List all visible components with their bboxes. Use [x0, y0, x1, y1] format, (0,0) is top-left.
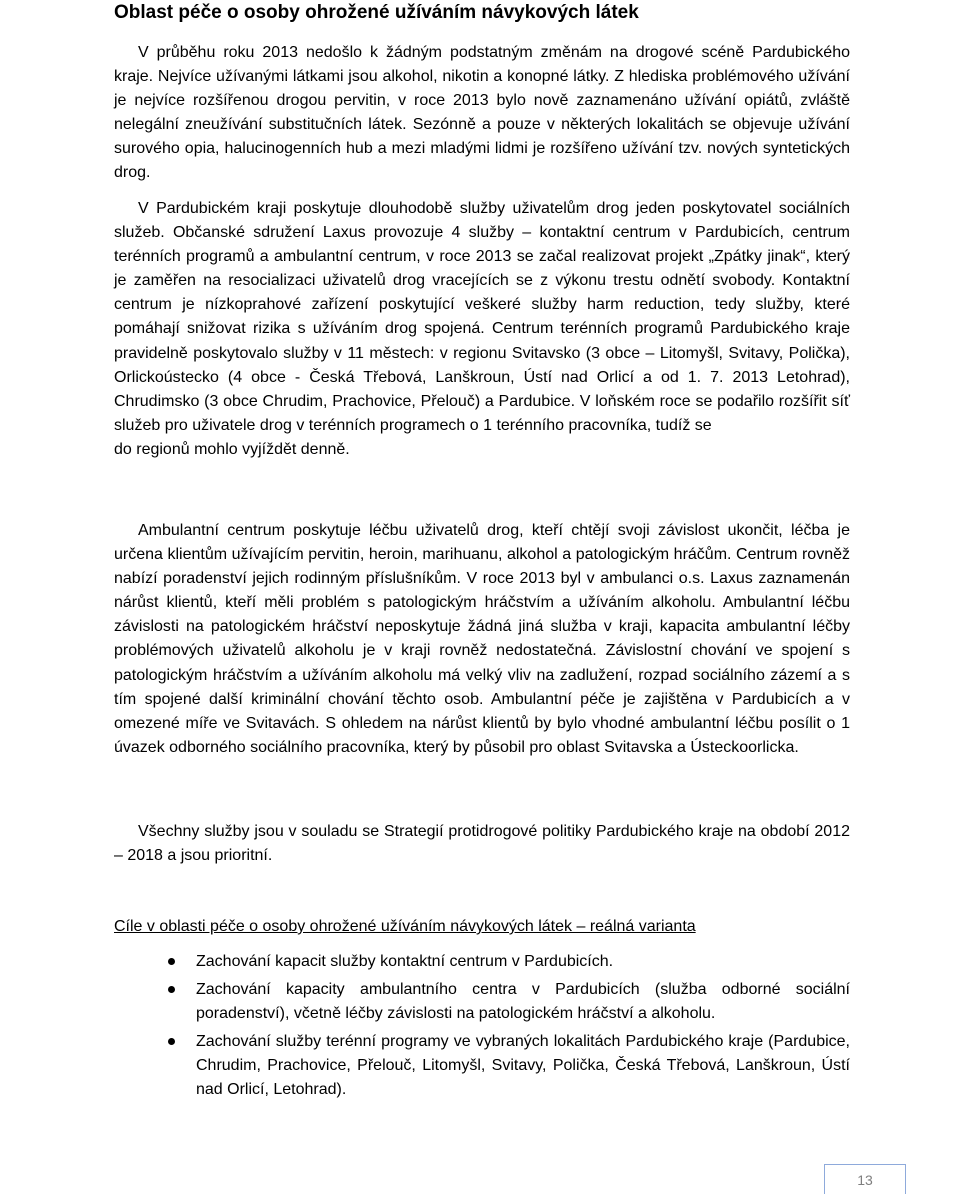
section-heading: Oblast péče o osoby ohrožené užíváním návykových látek	[114, 2, 639, 23]
list-item	[114, 978, 850, 1026]
paragraph-text: V Pardubickém kraji poskytuje dlouhodobě služby uživatelům drog jeden poskytovatel sociálních služeb. Občanské sdružení Laxus provozuje 4 služby – kontaktní centrum v Pardubicích, centrum terénních programů a ambulantní centrum, v roce 2013 se začal realizovat projekt „Zpátky jinak“, který je zaměřen na resocializaci uživatelů drog vracejících se z výkonu trestu odnětí svobody. Kontaktní centrum je nízkoprahové zařízení poskytující veškeré služby harm reduction, tedy služby, které pomáhají snižovat rizika s užíváním drog spojená. Centrum terénních programů Pardubického kraje pravidelně poskytovalo služby v 11 městech: v regionu Svitavsko (3 obce – Litomyšl, Svitavy, Polička), Orlickoústecko (4 obce - Česká Třebová, Lanškroun, Ústí nad Orlicí a od 1. 7. 2013 Letohrad), Chrudimsko (3 obce Chrudim, Prachovice, Přelouč) a Pardubice. V loňském roce se podařilo rozšířit síť služeb pro uživatele drog v terénních programech o 1 terénního pracovníka, tudíž se	[114, 200, 850, 434]
paragraph-strategy	[114, 820, 850, 868]
bullet-icon	[168, 958, 175, 965]
list-item	[114, 950, 850, 974]
goals-subheading: Cíle v oblasti péče o osoby ohrožené užíváním návykových látek – reálná varianta	[114, 918, 696, 935]
paragraph-services	[114, 197, 850, 462]
list-item-text: Zachování služby terénní programy ve vybraných lokalitách Pardubického kraje (Pardubice, Chrudim, Prachovice, Přelouč, Litomyšl, Svitavy, Polička, Česká Třebová, Lanškroun, Ústí nad Orlicí, Letohrad).	[196, 1033, 850, 1099]
list-item	[114, 1030, 850, 1102]
goals-list	[114, 950, 850, 1107]
bullet-icon	[168, 1038, 175, 1045]
paragraph-drug-scene	[114, 41, 850, 186]
paragraph-continuation: do regionů mohlo vyjíždět denně.	[114, 440, 350, 458]
paragraph-text: Všechny služby jsou v souladu se Strategií protidrogové politiky Pardubického kraje na období 2012 – 2018 a jsou prioritní.	[114, 823, 850, 865]
paragraph-ambulance	[114, 519, 850, 760]
page-number: 13	[824, 1164, 906, 1194]
list-item-text: Zachování kapacity ambulantního centra v Pardubicích (služba odborné sociální poradenství), včetně léčby závislosti na patologickém hráčství a alkoholu.	[196, 981, 850, 1023]
paragraph-text: V průběhu roku 2013 nedošlo k žádným podstatným změnám na drogové scéně Pardubického kraje. Nejvíce užívanými látkami jsou alkohol, nikotin a konopné látky. Z hlediska problémového užívání je nejvíce rozšířenou drogou pervitin, v roce 2013 bylo nově zaznamenáno užívání opiátů, zvláště nelegální zneužívání substitučních látek. Sezónně a pouze v některých lokalitách se objevuje užívání surového opia, halucinogenních hub a mezi mladými lidmi je rozšířeno užívání tzv. nových syntetických drog.	[114, 44, 850, 182]
bullet-icon	[168, 986, 175, 993]
paragraph-text: Ambulantní centrum poskytuje léčbu uživatelů drog, kteří chtějí svoji závislost ukončit, léčba je určena klientům užívajícím pervitin, heroin, marihuanu, alkohol a patologickým hráčům. Centrum rovněž nabízí poradenství jejich rodinným příslušníkům. V roce 2013 byl v ambulanci o.s. Laxus zaznamenán nárůst klientů, kteří měli problém s patologickým hráčstvím a užíváním alkoholu. Ambulantní léčbu závislosti na patologickém hráčství neposkytuje žádná jiná služba v kraji, kapacita ambulantní léčby problémových uživatelů alkoholu je v kraji rovněž nedostatečná. Závislostní chování ve spojení s patologickým hráčstvím a užíváním alkoholu má velký vliv na zadlužení, rozpad sociálního zázemí a s tím spojené další kriminální chování těchto osob. Ambulantní péče je zajištěna v Pardubicích a v omezené míře ve Svitavách. S ohledem na nárůst klientů by bylo vhodné ambulantní léčbu posílit o 1 úvazek odborného sociálního pracovníka, který by působil pro oblast Svitavska a Ústeckoorlicka.	[114, 522, 850, 756]
list-item-text: Zachování kapacit služby kontaktní centrum v Pardubicích.	[196, 953, 614, 970]
